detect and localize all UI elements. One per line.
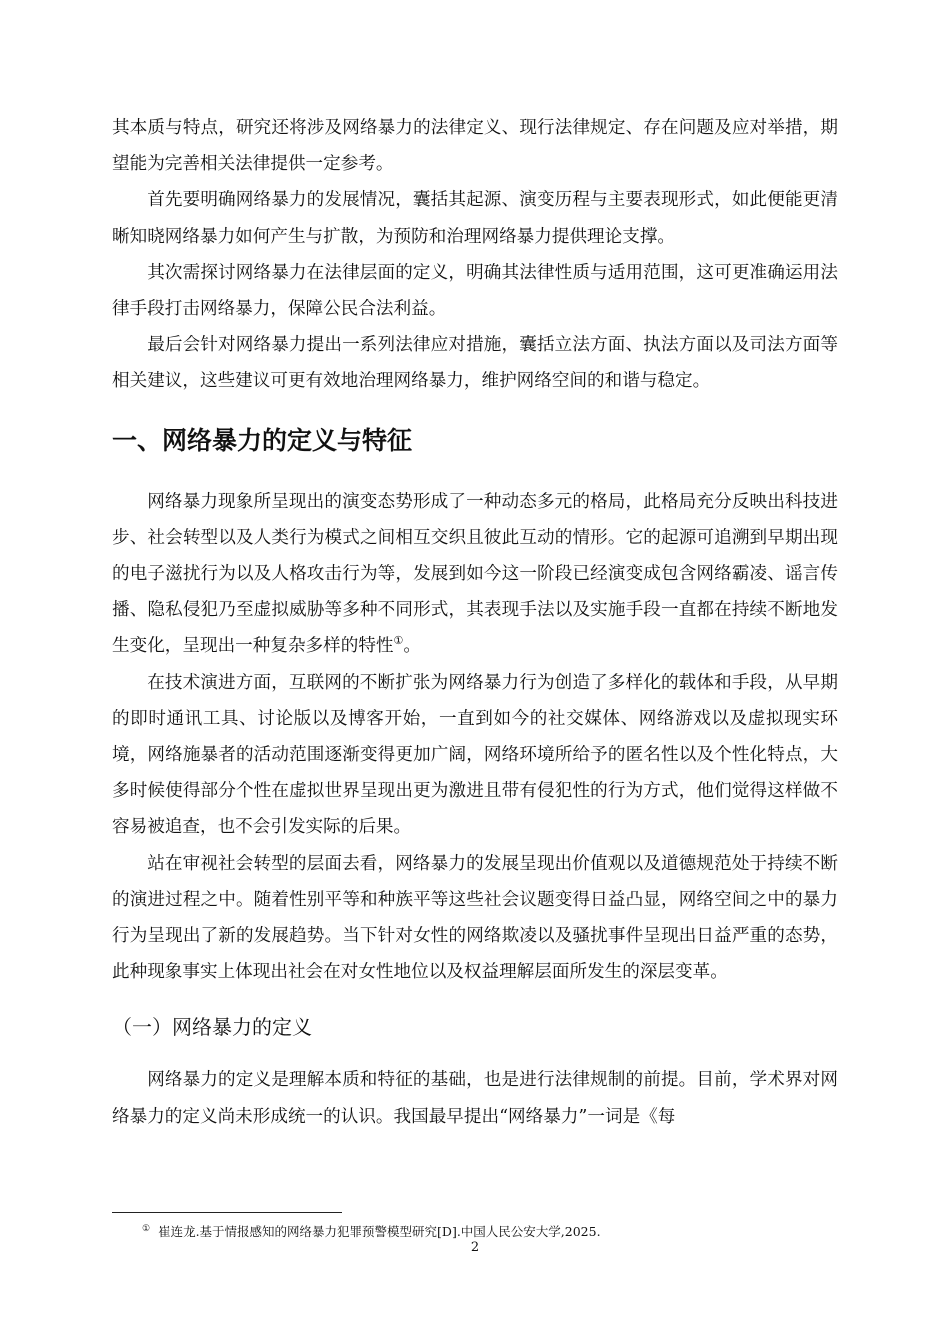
paragraph-definition: 网络暴力的定义是理解本质和特征的基础，也是进行法律规制的前提。目前，学术界对网络暴力的定义尚未形成统一的认识。我国最早提出“网络暴力”一词是《每	[112, 1070, 838, 1127]
footnote-divider	[112, 1212, 342, 1213]
paragraph-social-transition: 站在审视社会转型的层面去看，网络暴力的发展呈现出价值观以及道德规范处于持续不断的演进过程之中。随着性别平等和种族平等这些社会议题变得日益凸显，网络空间之中的暴力行为呈现出了新的发展趋势。当下针对女性的网络欺凌以及骚扰事件呈现出日益严重的态势，此种现象事实上体现出社会在对女性地位以及权益理解层面所发生的深层变革。	[112, 853, 838, 983]
paragraph-development: 首先要明确网络暴力的发展情况，囊括其起源、演变历程与主要表现形式，如此便能更清晰知晓网络暴力如何产生与扩散，为预防和治理网络暴力提供理论支撑。	[112, 190, 838, 247]
section-heading: 一、网络暴力的定义与特征	[112, 425, 413, 455]
paragraph-technology: 在技术演进方面，互联网的不断扩张为网络暴力行为创造了多样化的载体和手段，从早期的即时通讯工具、讨论版以及博客开始，一直到如今的社交媒体、网络游戏以及虚拟现实环境，网络施暴者的活动范围逐渐变得更加广阔，网络环境所给予的匿名性以及个性化特点，大多时候使得部分个性在虚拟世界呈现出更为激进且带有侵犯性的行为方式，他们觉得这样做不容易被追查，也不会引发实际的后果。	[112, 672, 838, 838]
paragraph-evolution-end: 。	[403, 636, 421, 657]
footnote-text: 崔连龙.基于情报感知的网络暴力犯罪预警模型研究[D].中国人民公安大学,2025.	[158, 1224, 601, 1240]
paragraph-countermeasures: 最后会针对网络暴力提出一系列法律应对措施，囊括立法方面、执法方面以及司法方面等相关建议，这些建议可更有效地治理网络暴力，维护网络空间的和谐与稳定。	[112, 335, 838, 392]
footnote-marker: ①	[142, 1224, 151, 1234]
footnote	[142, 1220, 601, 1241]
subsection-heading: （一）网络暴力的定义	[112, 1015, 312, 1040]
paragraph-evolution-text: 网络暴力现象所呈现出的演变态势形成了一种动态多元的格局，此格局充分反映出科技进步、社会转型以及人类行为模式之间相互交织且彼此互动的情形。它的起源可追溯到早期出现的电子滋扰行为以及人格攻击行为等，发展到如今这一阶段已经演变成包含网络霸凌、谣言传播、隐私侵犯乃至虚拟威胁等多种不同形式，其表现手法以及实施手段一直都在持续不断地发生变化，呈现出一种复杂多样的特性	[112, 491, 838, 657]
paragraph-evolution	[112, 484, 838, 665]
page-number: 2	[470, 1240, 480, 1255]
paragraph-legal-definition: 其次需探讨网络暴力在法律层面的定义，明确其法律性质与适用范围，这可更准确运用法律手段打击网络暴力，保障公民合法利益。	[112, 262, 838, 320]
footnote-reference[interactable]: ①	[393, 634, 404, 648]
page-body	[112, 110, 838, 1135]
paragraph-continued: 其本质与特点，研究还将涉及网络暴力的法律定义、现行法律规定、存在问题及应对举措，期望能为完善相关法律提供一定参考。	[112, 118, 838, 175]
